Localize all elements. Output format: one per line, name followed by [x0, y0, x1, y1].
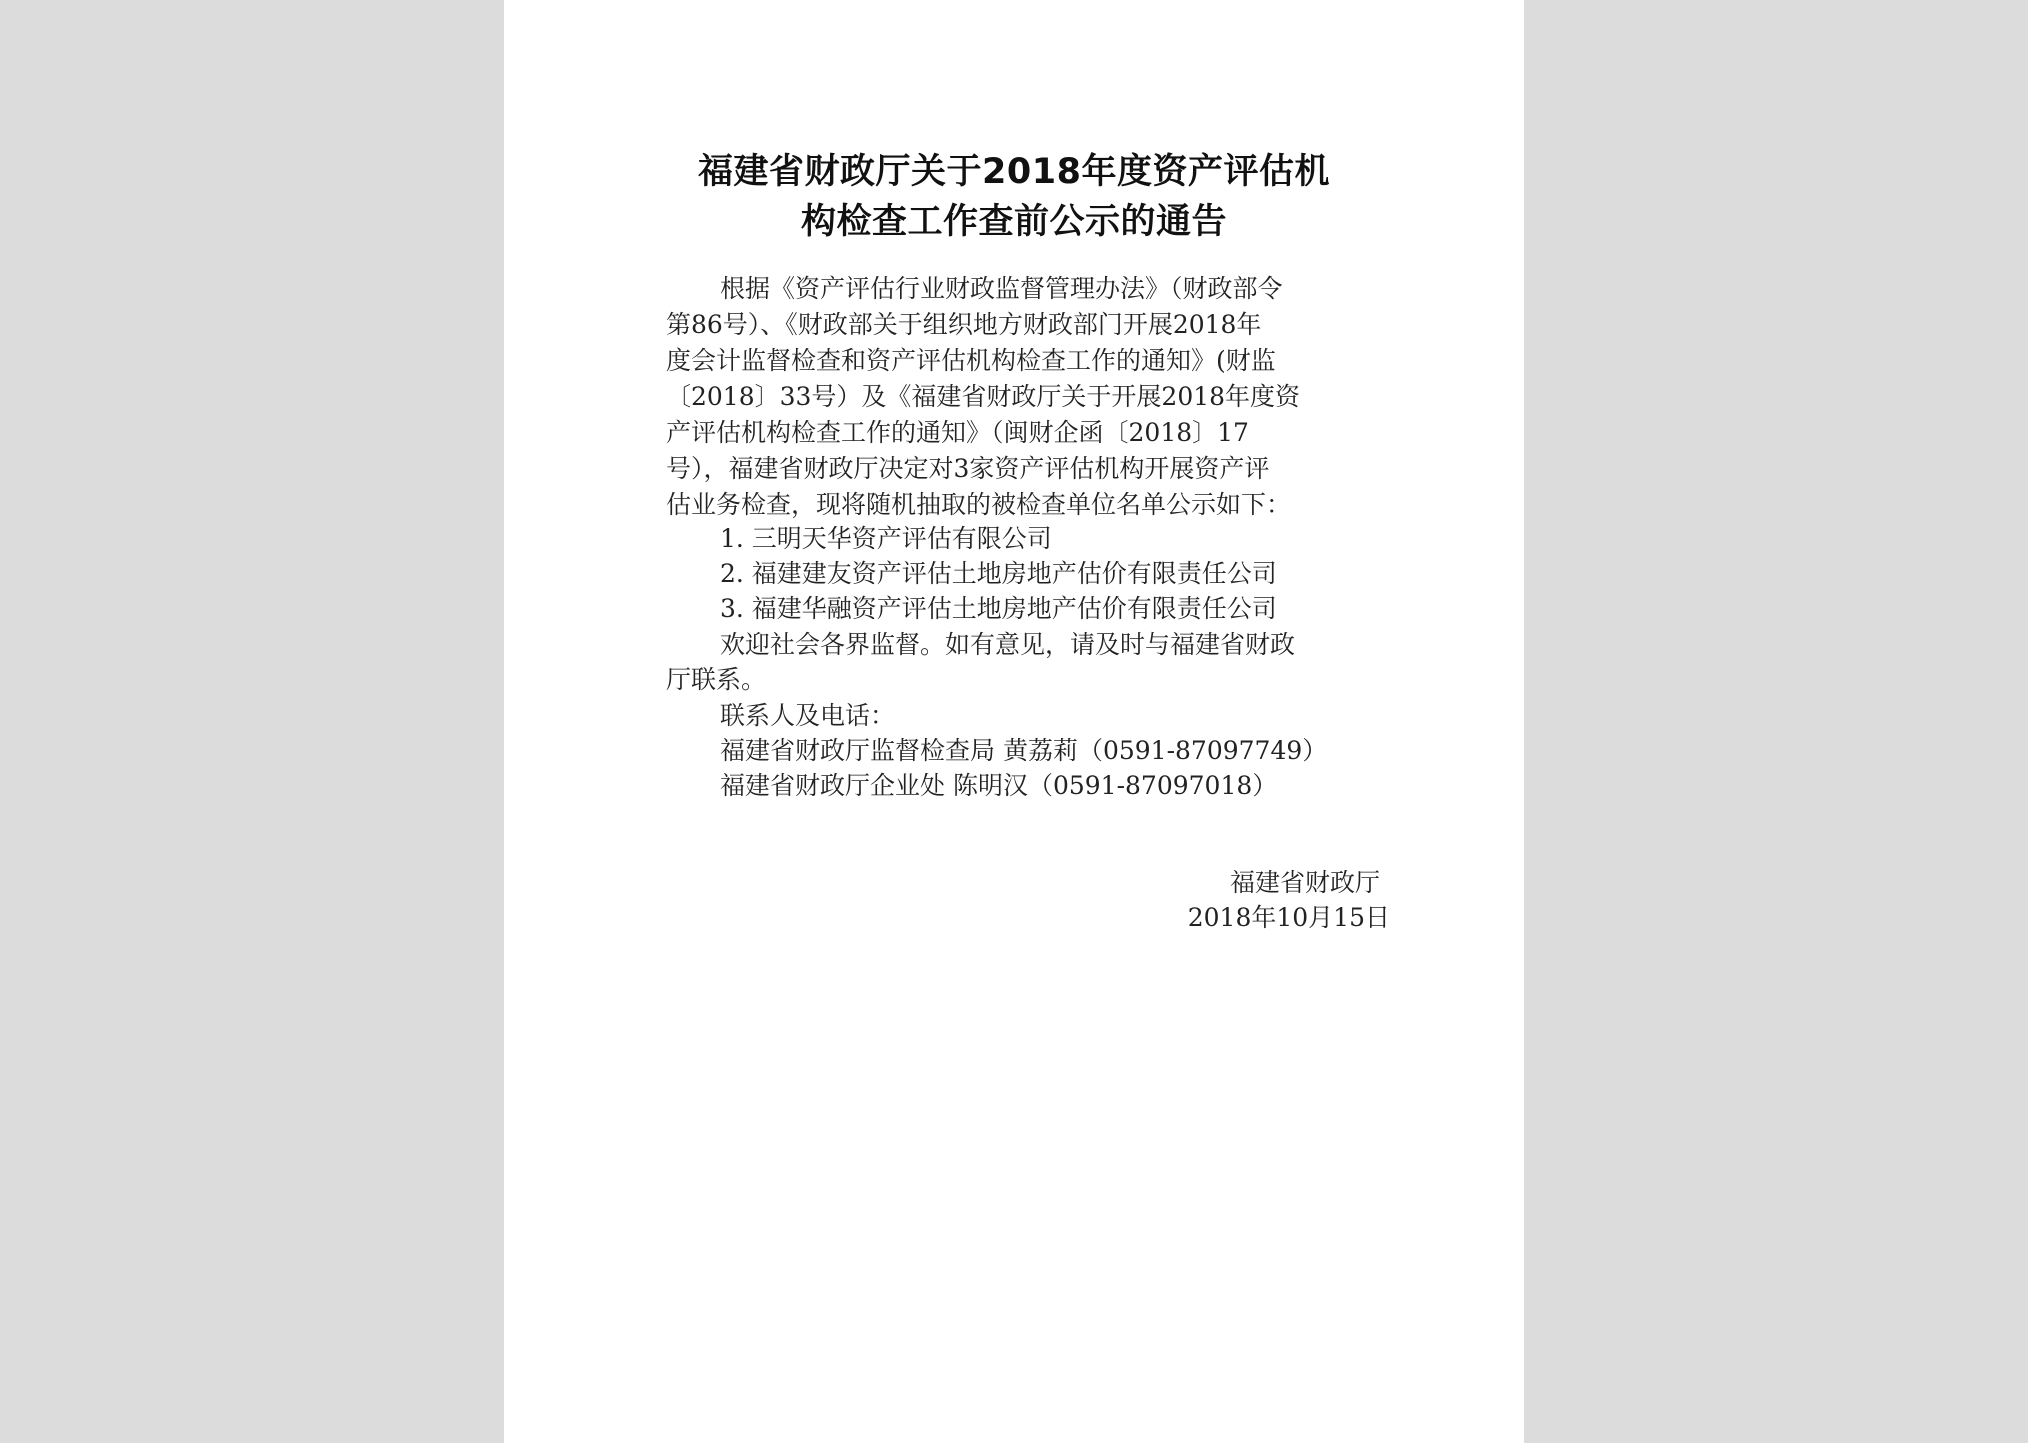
body-line: 度会计监督检查和资产评估机构检查工作的通知》(财监 — [666, 346, 1276, 375]
body-line: 〔2018〕33号）及《福建省财政厅关于开展2018年度资 — [666, 382, 1301, 411]
signature-organization: 福建省财政厅 — [1229, 868, 1380, 897]
body-line: 第86号）、《财政部关于组织地方财政部门开展2018年 — [666, 310, 1262, 339]
body-line: 产评估机构检查工作的通知》（闽财企函〔2018〕17 — [666, 418, 1249, 447]
document-title-line-2: 构检查工作查前公示的通告 — [800, 202, 1227, 242]
list-item: 2. 福建建友资产评估土地房地产估价有限责任公司 — [720, 559, 1277, 588]
document-page — [504, 0, 1524, 1443]
contact-line: 福建省财政厅监督检查局 黄荔莉（0591-87097749） — [720, 736, 1328, 765]
list-item: 1. 三明天华资产评估有限公司 — [720, 524, 1052, 553]
contact-line: 福建省财政厅企业处 陈明汉（0591-87097018） — [720, 771, 1278, 800]
closing-line: 厅联系。 — [666, 665, 767, 694]
body-line: 估业务检查，现将随机抽取的被检查单位名单公示如下： — [666, 490, 1292, 519]
signature-date: 2018年10月15日 — [1187, 903, 1390, 932]
list-item: 3. 福建华融资产评估土地房地产估价有限责任公司 — [720, 594, 1277, 623]
document-title-line-1: 福建省财政厅关于2018年度资产评估机 — [698, 152, 1330, 192]
body-line: 号），福建省财政厅决定对3家资产评估机构开展资产评 — [666, 454, 1270, 483]
closing-line: 欢迎社会各界监督。如有意见，请及时与福建省财政 — [720, 630, 1296, 659]
contacts-label: 联系人及电话： — [720, 701, 896, 730]
body-line: 根据《资产评估行业财政监督管理办法》（财政部令 — [720, 274, 1283, 303]
